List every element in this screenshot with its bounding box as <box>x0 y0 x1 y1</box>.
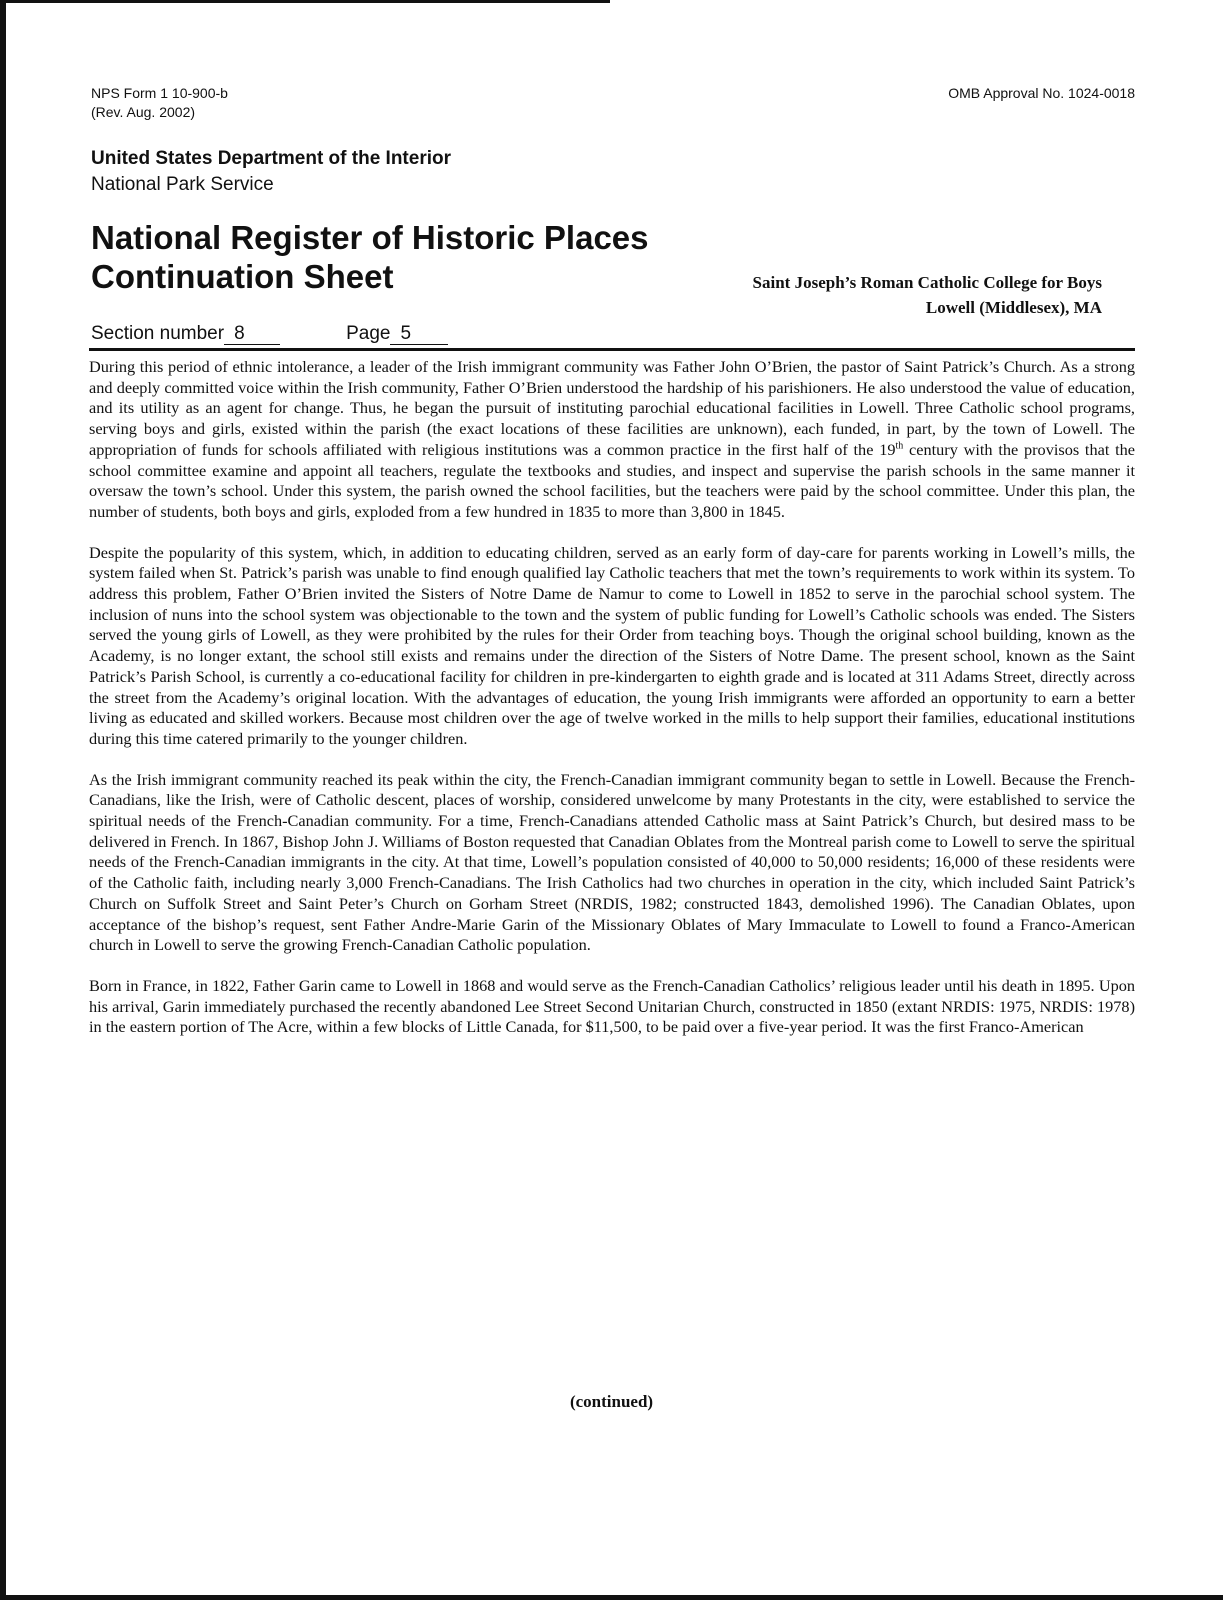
agency-block <box>91 146 451 198</box>
page-number: 5 <box>390 324 448 345</box>
form-identifier <box>91 84 228 122</box>
title-line-2: Continuation Sheet <box>91 258 394 295</box>
form-revision: (Rev. Aug. 2002) <box>91 104 196 120</box>
title-line-1: National Register of Historic Places <box>91 219 649 256</box>
header-rule <box>89 348 1135 351</box>
page-label: Page <box>346 323 391 344</box>
property-name: Saint Joseph’s Roman Catholic College for Boys <box>752 273 1102 292</box>
page-title <box>91 218 649 296</box>
service-name: National Park Service <box>91 174 274 195</box>
paragraph-4: Born in France, in 1822, Father Garin came to Lowell in 1868 and would serve as the French-Canadian Catholics’ religious leader until his death in 1895. Upon his arrival, Garin immediately purchased the recently abandoned Lee Street Second Unitarian Church, constructed in 1850 (extant NRDIS: 1975, NRDIS: 1978) in the eastern portion of The Acre, within a few blocks of Little Canada, for $11,500, to be paid over a five-year period. It was the first Franco-American <box>89 975 1135 1037</box>
section-page-line <box>91 322 448 346</box>
scan-edge-left <box>0 0 6 1600</box>
body-text <box>89 357 1135 1058</box>
scan-edge-top <box>0 0 610 3</box>
section-number: 8 <box>224 324 280 345</box>
property-location: Lowell (Middlesex), MA <box>925 298 1102 317</box>
section-label: Section number <box>91 323 225 344</box>
omb-approval: OMB Approval No. 1024-0018 <box>948 85 1135 101</box>
paragraph-1: During this period of ethnic intolerance, a leader of the Irish immigrant community was Father John O’Brien, the pastor of Saint Patrick’s Church. As a strong and deeply committed voice within the Irish community, Father O’Brien understood the hardship of his parishioners. He also understood the value of education, and its utility as an agent for change. Thus, he began the pursuit of instituting parochial educational facilities in Lowell. Three Catholic school programs, serving boys and girls, existed within the parish (the exact locations of these facilities are unknown), each funded, in part, by the town of Lowell. The appropriation of funds for schools affiliated with religious institutions was a common practice in the first half of the 19th century with the provisos that the school committee examine and appoint all teachers, regulate the textbooks and studies, and inspect and supervise the parish schools in the same manner it oversaw the town’s school. Under this system, the parish owned the school facilities, but the teachers were paid by the school committee. Under this plan, the number of students, both boys and girls, exploded from a few hundred in 1835 to more than 3,800 in 1845. <box>89 357 1136 521</box>
paragraph-3: As the Irish immigrant community reached its peak within the city, the French-Canadian immigrant community began to settle in Lowell. Because the French-Canadians, like the Irish, were of Catholic descent, places of worship, considered unwelcome by many Protestants in the city, were established to service the spiritual needs of the French-Canadian community. For a time, French-Canadians attended Catholic mass at Saint Patrick’s Church, but desired mass to be delivered in French. In 1867, Bishop John J. Williams of Boston requested that Canadian Oblates from the Montreal parish come to Lowell to serve the spiritual needs of the French-Canadian immigrants in the city. At that time, Lowell’s population consisted of 40,000 to 50,000 residents; 16,000 of these residents were of the Catholic faith, including nearly 3,000 French-Canadians. The Irish Catholics had two churches in operation in the city, which included Saint Patrick’s Church on Suffolk Street and Saint Peter’s Church on Gorham Street (NRDIS, 1982; constructed 1843, demolished 1996). The Canadian Oblates, upon acceptance of the bishop’s request, sent Father Andre-Marie Garin of the Missionary Oblates of Mary Immaculate to Lowell to found a Franco-American church in Lowell to serve the growing French-Canadian Catholic population. <box>89 769 1135 955</box>
form-number: NPS Form 1 10-900-b <box>91 85 228 101</box>
continued-note: (continued) <box>569 1392 654 1411</box>
property-block <box>753 270 1102 320</box>
department-name: United States Department of the Interior <box>91 148 451 169</box>
scan-edge-bottom <box>0 1595 1223 1600</box>
paragraph-2: Despite the popularity of this system, which, in addition to educating children, served as an early form of day-care for parents working in Lowell’s mills, the system failed when St. Patrick’s parish was unable to find enough qualified lay Catholic teachers that met the town’s requirements to work within its system. To address this problem, Father O’Brien invited the Sisters of Notre Dame de Namur to come to Lowell in 1852 to serve in the parochial school system. The inclusion of nuns into the school system was objectionable to the town and the system of public funding for Lowell’s Catholic schools was ended. The Sisters served the young girls of Lowell, as they were prohibited by the rules for their Order from teaching boys. Though the original school building, known as the Academy, is no longer extant, the school still exists and remains under the direction of the Sisters of Notre Dame. The present school, known as the Saint Patrick’s Parish School, is currently a co-educational facility for children in pre-kindergarten to eighth grade and is located at 311 Adams Street, directly across the street from the Academy’s original location. With the advantages of education, the young Irish immigrants were afforded an opportunity to earn a better living as educated and skilled workers. Because most children over the age of twelve worked in the mills to help support their families, educational institutions during this time catered primarily to the younger children. <box>89 542 1135 748</box>
